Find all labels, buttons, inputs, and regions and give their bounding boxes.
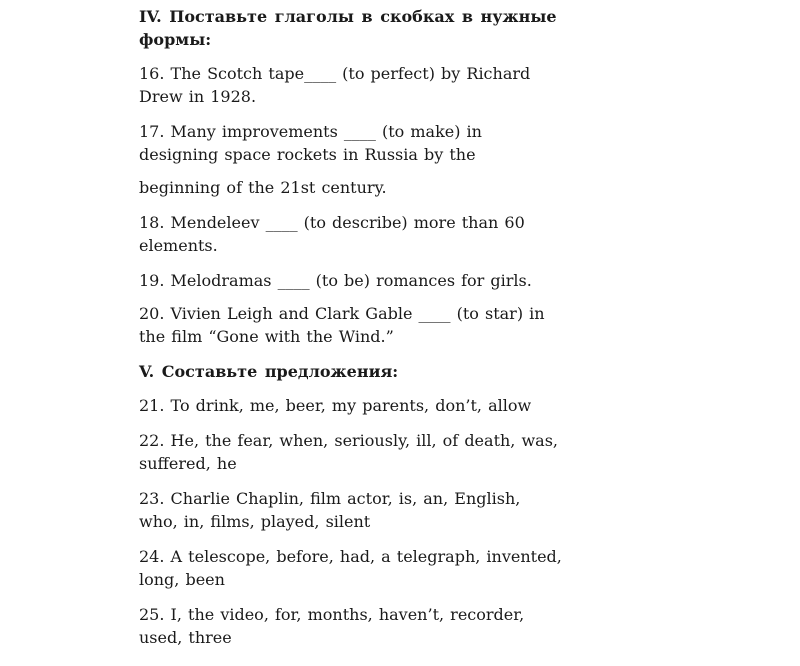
exercise-item-18: 18. Mendeleev ____ (to describe) more than 60 elements. <box>139 213 525 255</box>
exercise-item-22: 22. He, the fear, when, seriously, ill, of death, was, suffered, he <box>139 431 558 473</box>
exercise-item-19: 19. Melodramas ____ (to be) romances for girls. <box>139 271 532 290</box>
exercise-item-21: 21. To drink, me, beer, my parents, don’t, allow <box>139 396 532 415</box>
exercise-item-20: 20. Vivien Leigh and Clark Gable ____ (to star) in the film “Gone with the Wind.” <box>139 304 545 346</box>
exercise-item-17-continued: beginning of the 21st century. <box>139 178 387 197</box>
exercise-item-16: 16. The Scotch tape____ (to perfect) by Richard Drew in 1928. <box>139 64 531 106</box>
exercise-item-24: 24. A telescope, before, had, a telegraph, invented, long, been <box>139 547 562 589</box>
exercise-item-17: 17. Many improvements ____ (to make) in designing space rockets in Russia by the <box>139 122 482 164</box>
exercise-item-25: 25. I, the video, for, months, haven’t, recorder, used, three <box>139 605 525 647</box>
exercise-item-23: 23. Charlie Chaplin, film actor, is, an, English, who, in, films, played, silent <box>139 489 521 531</box>
section-5-heading: V. Составьте предложения: <box>139 362 399 381</box>
document-page <box>139 5 564 661</box>
section-4-heading: IV. Поставьте глаголы в скобках в нужные формы: <box>139 7 557 49</box>
